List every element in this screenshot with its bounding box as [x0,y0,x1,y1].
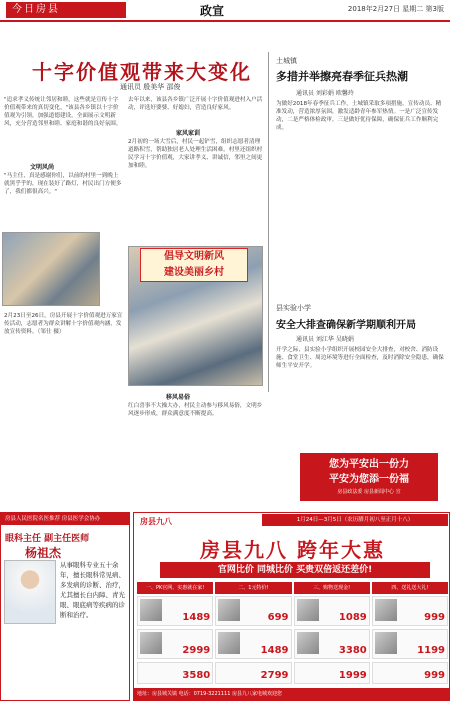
product-image [297,632,319,654]
main-paragraph-5: 红白喜事不大操大办，村民主动参与移风易俗，文明乡风逐步形成，群众满意度不断提高。 [128,403,263,417]
main-headline: 十字价值观带来大变化 [32,60,252,84]
product-price: 699 [267,612,289,623]
story2-headline: 多措并举擦亮春季征兵热潮 [276,70,408,83]
main-paragraph-4: 去年以来，该县各乡镇广泛开展十字价值观进村入户活动，评选好婆婆、好媳妇，营造良好家风。 [128,97,263,111]
product-price: 3580 [182,670,211,681]
main-paragraph-1: "追求孝义传统让邻居和睦，这些就是宣传十字价值观带来的真切变化。"该县各乡镇以十字价值观为引领，加强道德建设，全面展示文明新风，充分营造邻里和睦、家庭和谐的良好氛围。 [4,97,122,127]
product-image [375,632,397,654]
doctor-name: 杨祖杰 [25,546,62,560]
doctor-title: 眼科主任 副主任医师 [5,534,90,544]
story2-kicker: 土城镇 [276,57,297,65]
product-price: 1199 [417,645,445,656]
slogan-line-1: 倡导文明新风 [164,251,224,262]
product-row-1 [137,596,448,626]
product-image [218,599,240,621]
column-divider [268,52,269,392]
safety-line-2: 平安为您添一份福 [329,474,409,485]
product-tile [372,662,448,684]
public-safety-box [300,453,438,501]
section-title: 政宣 [200,4,225,18]
story2-byline: 通讯员 刘彩娟 欧馨玲 [296,90,354,97]
slogan-banner [140,248,248,282]
product-tile [215,629,291,659]
header-rule [0,20,450,22]
product-tile [294,662,370,684]
retail-subheadline: 官网比价 同城比价 买贵双倍返还差价! [160,562,430,578]
retail-footer: 地址：房县城关镇 电话：0719-3221111 房县九八家电城欢迎您 [133,688,450,701]
doctor-portrait [4,560,56,624]
product-image [140,599,162,621]
product-price: 999 [424,670,445,681]
product-tile [137,596,213,626]
product-tile [294,629,370,659]
subhead-wenming: 文明风尚 [30,164,55,171]
product-tile [137,629,213,659]
product-image [297,599,319,621]
masthead [0,0,450,48]
product-price: 3380 [338,645,367,656]
product-row-2 [137,629,448,659]
product-tile [372,629,448,659]
product-price: 2799 [260,670,289,681]
retail-category: 三、购物送现金! [294,582,370,594]
retail-dates: 1月24日—3月5日（农历腊月初八至正月十八） [262,514,448,526]
retail-category: 二、1元特价! [215,582,291,594]
retail-headline: 房县九八 跨年大惠 [200,538,385,562]
product-price: 1999 [338,670,367,681]
main-byline: 通讯员 殷美华 邵俊 [120,83,181,91]
safety-line-1: 您为平安出一份力 [329,459,409,470]
story3-headline: 安全大排查确保新学期顺利开局 [276,320,416,331]
main-paragraph-2: "马主任，真是感谢你们，以前的村里一到晚上就黑乎乎的，现在装好了路灯，村民出门方便多了，我们都很高兴。" [4,173,122,195]
product-tile [215,662,291,684]
product-price: 2999 [182,645,211,656]
news-photo-volunteers [2,232,100,306]
subhead-yifeng: 移风易俗 [166,394,191,401]
doctor-bio: 从事眼科专业五十余年，擅长眼科常见病、多发病的诊断、治疗，尤其擅长白内障、青光眼、眼底病等疾病的诊断和治疗。 [60,561,125,619]
story3-kicker: 县实验小学 [276,304,311,312]
product-image [140,632,162,654]
product-tile [294,596,370,626]
product-row-3 [137,662,448,684]
newspaper-logo: 今日房县 [6,2,126,18]
product-tile [372,596,448,626]
story2-body: 为做好2018年春季征兵工作，土城镇采取多项措施，宣传动员、精准发动，营造浓厚氛围，激发适龄青年参军热情。一是广泛宣传发动，二是严格体检政审，三是做好优待保障，确保征兵工作顺利完成。 [276,101,442,131]
safety-credit: 房县政法委 房县新闻中心 宣 [337,489,401,495]
doctor-ad-strip: 房县人民医院名医推荐 房县医学会协办 [1,513,129,525]
product-image [375,599,397,621]
story3-byline: 通讯员 刘江华 吴晓娟 [296,336,354,343]
product-image [218,632,240,654]
retail-logo: 房县九八 [140,517,172,526]
main-paragraph-3: 2月初的一场大雪后，村民一起铲雪，组织志愿者清理道路积雪，帮助独居老人处理生活困难。村里还组织村民学习十字价值观，大家讲孝义、讲诚信，邻里之间更加和睦。 [128,139,263,169]
product-price: 999 [424,612,445,623]
photo-caption: 2月23日至26日，房县开展十字价值观进万家宣传活动，志愿者为群众讲解十字价值观内涵，发放宣传资料。（邹仕 摄） [4,313,123,335]
story3-body: 开学之际，县实验小学组织开展校园安全大排查，对校舍、消防设施、食堂卫生、周边环境等进行全面检查，及时消除安全隐患，确保师生平安开学。 [276,347,444,369]
product-tile [137,662,213,684]
product-price: 1489 [182,612,211,623]
retail-category: 四、送礼送大礼! [372,582,448,594]
retail-categories [137,582,448,594]
issue-info: 2018年2月27日 星期二 第3版 [347,5,444,13]
product-tile [215,596,291,626]
slogan-line-2: 建设美丽乡村 [164,267,224,278]
product-price: 1089 [338,612,367,623]
retail-category: 一、PK官网、实惠就在家! [137,582,213,594]
product-price: 1489 [260,645,289,656]
subhead-jiafeng: 家风家训 [176,130,201,137]
